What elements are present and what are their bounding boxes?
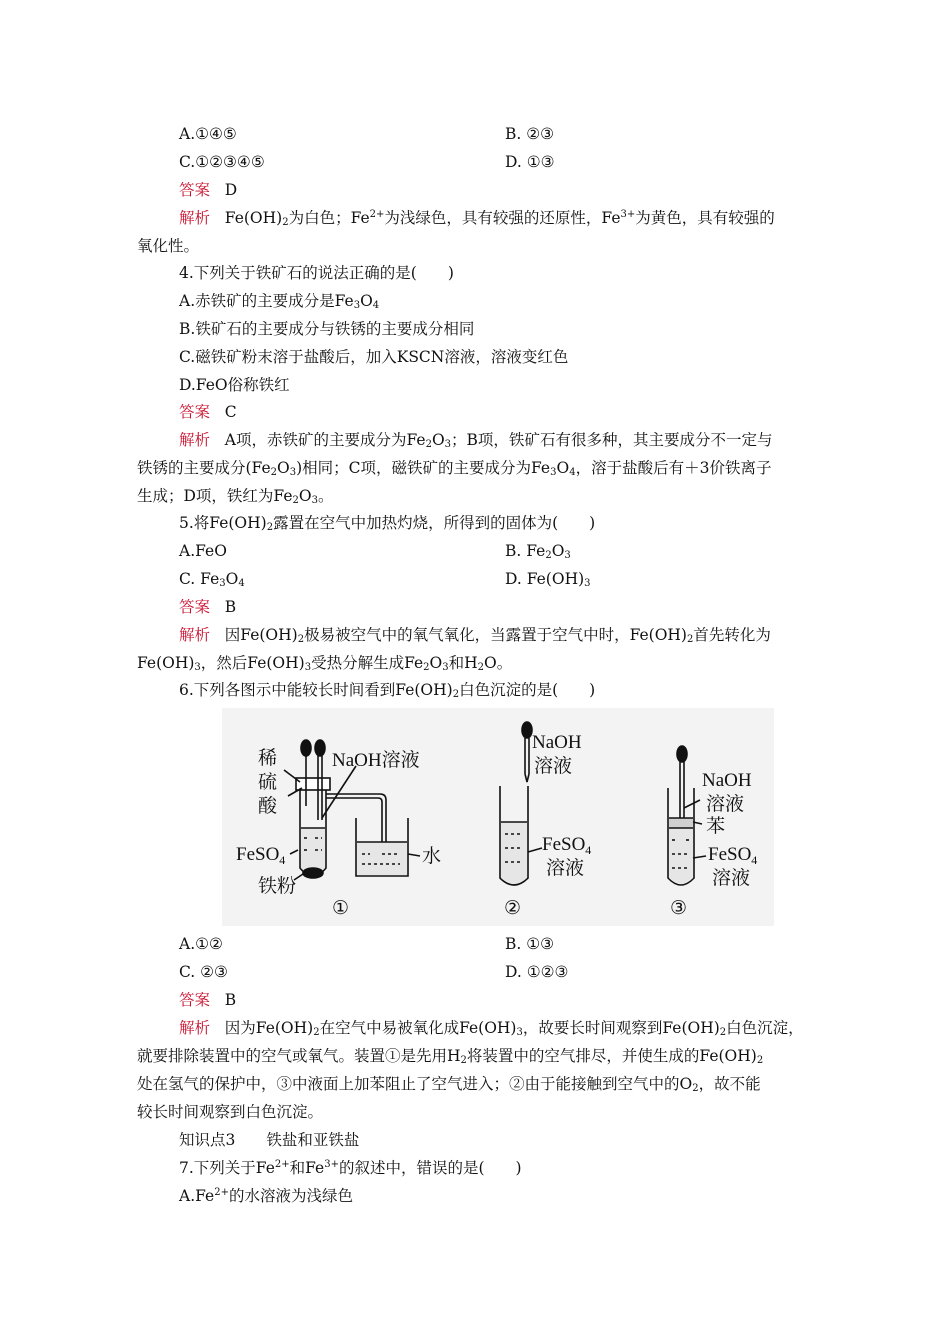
answer-label: 答案 xyxy=(179,403,211,421)
q6-analysis-line3: 处在氢气的保护中，③中液面上加苯阻止了空气进入；②由于能接触到空气中的$O_2$，故不能 xyxy=(137,1075,761,1094)
q5-answer xyxy=(179,597,236,617)
dropper-bulb-3 xyxy=(522,722,532,738)
answer-value: C xyxy=(224,403,237,421)
q5-option-b: B. $Fe_2O_3$ xyxy=(505,542,571,561)
label-naoh-solution-1: NaOH溶液 xyxy=(332,750,420,771)
label-xi: 稀 xyxy=(258,748,278,769)
figure-number-1: ① xyxy=(332,898,350,919)
label-solution-3b: 溶液 xyxy=(712,868,751,889)
q5-stem: 5.将$Fe(OH)_2$露置在空气中加热灼烧，所得到的固体为( ) xyxy=(179,514,596,533)
analysis-label: 解析 xyxy=(179,209,211,227)
q5-analysis-line2: $Fe(OH)_3$，然后$Fe(OH)_3$受热分解生成$Fe_2O_3$和$H_2O$。 xyxy=(137,654,513,673)
q5-option-c: C. $Fe_3O_4$ xyxy=(179,570,245,589)
label-solution-2: 溶液 xyxy=(534,756,573,777)
label-iron-powder: 铁粉 xyxy=(258,876,297,897)
q3-option-a: A.①④⑤ xyxy=(179,125,237,143)
q5-option-a: A.FeO xyxy=(179,542,227,560)
benzene-layer xyxy=(669,818,693,828)
dropper-bulb-4 xyxy=(677,746,687,762)
q6-apparatus-figure xyxy=(222,708,774,926)
figure-number-3: ③ xyxy=(670,898,688,919)
analysis-label: 解析 xyxy=(179,626,211,644)
answer-label: 答案 xyxy=(179,991,211,1009)
analysis-label: 解析 xyxy=(179,431,211,449)
label-feso4-1: FeSO$_4$ xyxy=(236,844,286,867)
feso4-solution-2 xyxy=(501,822,527,884)
q3-analysis-line1: 解析 $Fe(OH)_2$为白色；$Fe^{2+}$为浅绿色，具有较强的还原性，$Fe^{3+}$为黄色，具有较强的 xyxy=(179,209,775,228)
q3-option-b: B. ②③ xyxy=(505,125,555,143)
q7-stem: 7.下列关于$Fe^{2+}$和$Fe^{3+}$的叙述中，错误的是( ) xyxy=(179,1159,522,1177)
q6-option-a: A.①② xyxy=(179,935,223,953)
figure-number-2: ② xyxy=(504,898,522,919)
answer-value: B xyxy=(224,991,237,1009)
knowledge-point-3-title: 知识点3 铁盐和亚铁盐 xyxy=(179,1131,360,1149)
q3-option-d: D. ①③ xyxy=(505,153,555,171)
q3-analysis-line2: 氧化性。 xyxy=(137,237,200,255)
label-feso4-3: FeSO$_4$ xyxy=(708,844,758,867)
q4-option-b: B.铁矿石的主要成分与铁锈的主要成分相同 xyxy=(179,320,475,338)
label-solution-3: 溶液 xyxy=(706,794,745,815)
q4-stem: 4.下列关于铁矿石的说法正确的是( ) xyxy=(179,264,454,282)
answer-value: D xyxy=(224,181,238,199)
q5-analysis-line1: 解析 因$Fe(OH)_2$极易被空气中的氧气氧化，当露置于空气中时，$Fe(OH)_2$首先转化为 xyxy=(179,626,771,645)
apparatus-3 xyxy=(668,746,706,885)
q4-option-d: D.FeO俗称铁红 xyxy=(179,376,290,394)
label-benzene: 苯 xyxy=(706,816,726,837)
answer-value: B xyxy=(224,598,237,616)
label-naoh-3: NaOH xyxy=(702,770,752,791)
q7-option-a: $A.Fe^{2+}$的水溶液为浅绿色 xyxy=(179,1187,353,1205)
label-feso4-2: FeSO$_4$ xyxy=(542,834,592,857)
dropper-bulb-1 xyxy=(301,740,311,756)
q4-option-a: A.赤铁矿的主要成分是$Fe_3O_4$ xyxy=(179,292,380,311)
q4-analysis-line3: 生成；D项，铁红为$Fe_2O_3$。 xyxy=(137,487,334,506)
answer-label: 答案 xyxy=(179,598,211,616)
feso4-solution-3 xyxy=(669,828,693,884)
dropper-bulb-2 xyxy=(315,740,325,756)
label-naoh-2: NaOH xyxy=(532,732,582,753)
label-suan: 酸 xyxy=(258,796,278,817)
analysis-label: 解析 xyxy=(179,1019,211,1037)
q6-answer xyxy=(179,990,236,1010)
label-water: 水 xyxy=(422,846,442,867)
answer-label: 答案 xyxy=(179,181,211,199)
q6-option-d: D. ①②③ xyxy=(505,963,569,981)
q6-analysis-line4: 较长时间观察到白色沉淀。 xyxy=(137,1103,324,1121)
q4-answer xyxy=(179,402,237,422)
water xyxy=(357,842,407,875)
q4-analysis-line1: 解析 A项，赤铁矿的主要成分为$Fe_2O_3$；B项，铁矿石有很多种，其主要成分不一定与 xyxy=(179,431,773,450)
q4-option-c: C.磁铁矿粉末溶于盐酸后，加入KSCN溶液，溶液变红色 xyxy=(179,348,569,366)
q6-stem: 6.下列各图示中能较长时间看到$Fe(OH)_2$白色沉淀的是( ) xyxy=(179,681,596,700)
q3-option-c: C.①②③④⑤ xyxy=(179,153,265,171)
q3-answer xyxy=(179,180,237,200)
q6-analysis-line2: 就要排除装置中的空气或氧气。装置①是先用$H_2$将装置中的空气排尽，并使生成的$Fe(OH)_2$ xyxy=(137,1047,764,1066)
label-solution-2b: 溶液 xyxy=(546,858,585,879)
q5-option-d: D. $Fe(OH)_3$ xyxy=(505,570,591,589)
label-liu: 硫 xyxy=(258,772,278,793)
q4-analysis-line2: 铁锈的主要成分$(Fe_2O_3)$相同；C项，磁铁矿的主要成分为$Fe_3O_4$，溶于盐酸后有＋3价铁离子 xyxy=(137,459,772,478)
q6-analysis-line1: 解析 因为$Fe(OH)_2$在空气中易被氧化成$Fe(OH)_3$，故要长时间观察到$Fe(OH)_2$白色沉淀， xyxy=(179,1019,804,1038)
q6-option-b: B. ①③ xyxy=(505,935,555,953)
q6-option-c: C. ②③ xyxy=(179,963,228,981)
iron-powder xyxy=(303,868,323,878)
